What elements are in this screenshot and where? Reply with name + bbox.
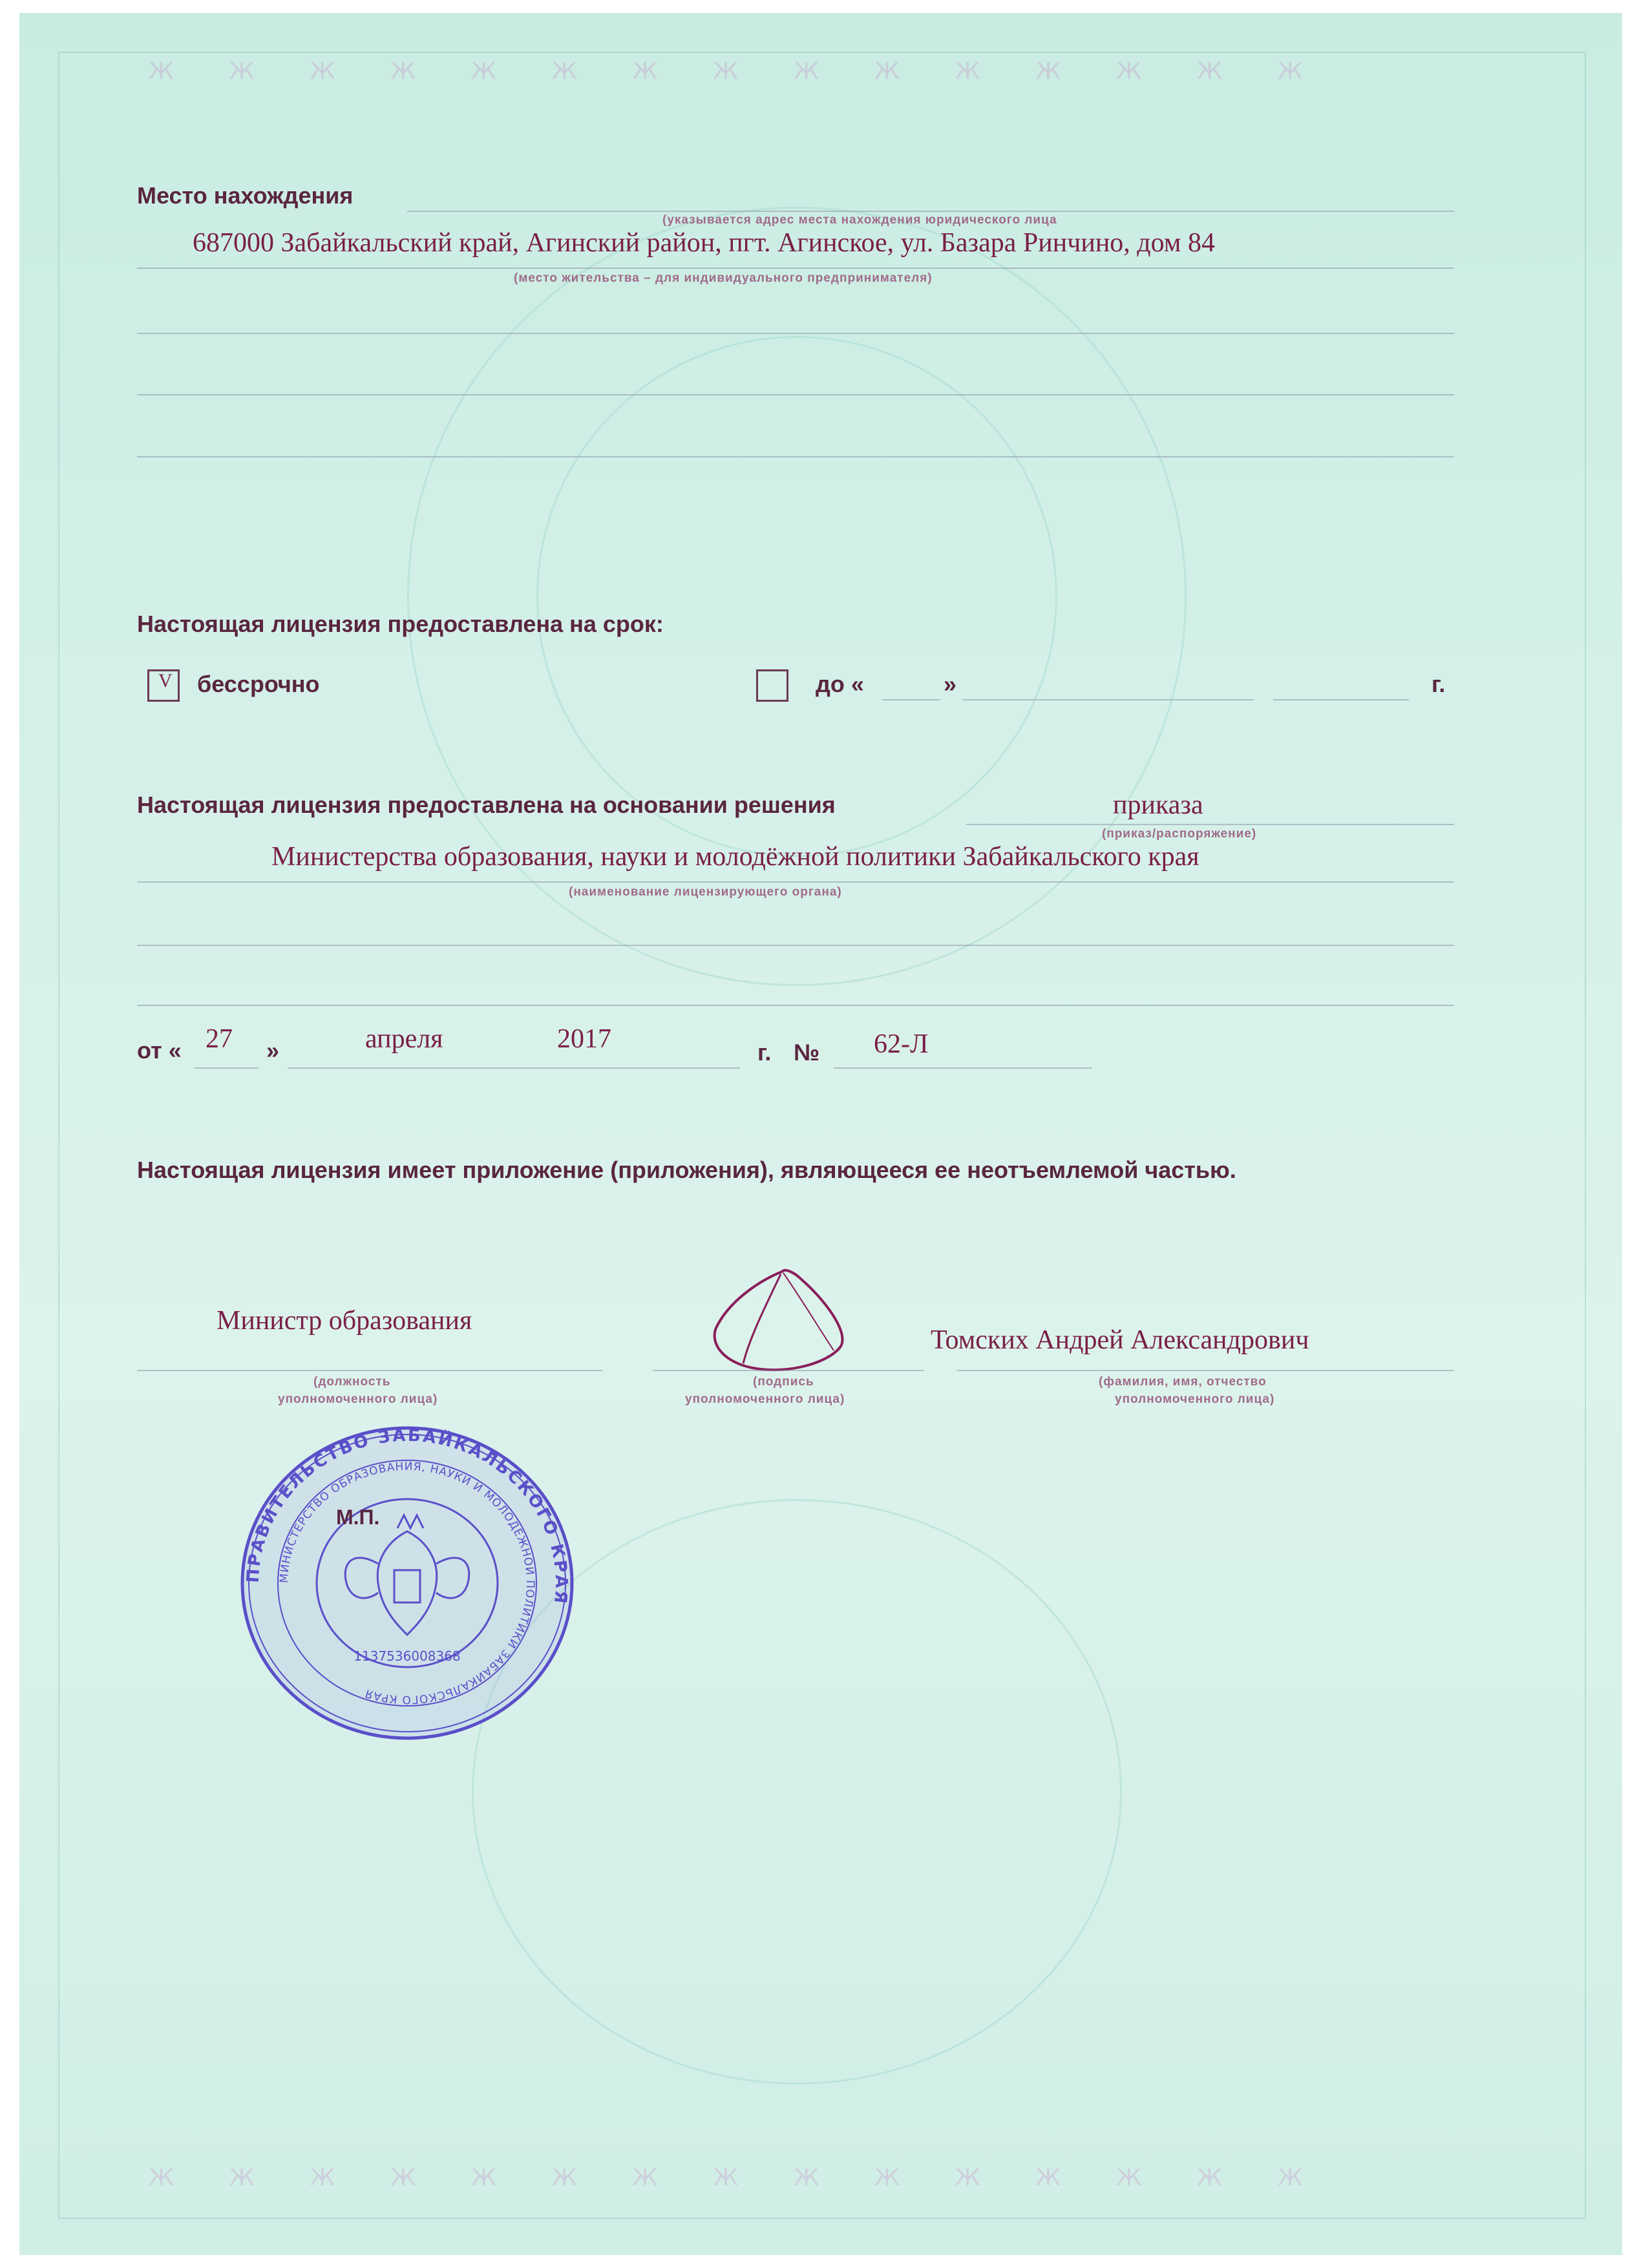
basis-line-3 xyxy=(137,1005,1454,1006)
basis-authority: Министерства образования, науки и молодёжной политики Забайкальского края xyxy=(271,842,1199,872)
stamp-place-label: М.П. xyxy=(336,1506,380,1529)
name-hint-1: (фамилия, имя, отчество xyxy=(1099,1375,1267,1389)
decision-number-line xyxy=(834,1067,1092,1069)
location-address: 687000 Забайкальский край, Агинский район, пгт. Агинское, ул. Базара Ринчино, дом 84 xyxy=(193,228,1215,258)
until-close: » xyxy=(944,671,957,697)
location-line-5 xyxy=(137,456,1454,457)
location-line-4 xyxy=(137,394,1454,395)
until-year-suffix: г. xyxy=(1431,671,1446,697)
indefinite-label: бессрочно xyxy=(197,671,320,697)
basis-authority-line xyxy=(137,881,1454,883)
basis-line-2 xyxy=(137,945,1454,946)
svg-text:МИНИСТЕРСТВО ОБРАЗОВАНИЯ, НАУК: МИНИСТЕРСТВО ОБРАЗОВАНИЯ, НАУКИ И МОЛОДЕЖНОЙ ПОЛИТИКИ ЗАБАЙКАЛЬСКОГО КРАЯ xyxy=(277,1460,537,1706)
signature-line xyxy=(653,1370,924,1371)
signature-hint-2: уполномоченного лица) xyxy=(685,1392,845,1406)
basis-doc-type-hint: (приказ/распоряжение) xyxy=(1102,827,1257,841)
decision-number-label: № xyxy=(794,1039,820,1066)
location-line-1 xyxy=(407,211,1454,212)
signatory-name: Томских Андрей Александрович xyxy=(931,1325,1309,1355)
position-hint-1: (должность xyxy=(313,1375,391,1389)
basis-type-line xyxy=(966,824,1454,825)
decision-day-line xyxy=(194,1067,259,1069)
location-line-2 xyxy=(137,268,1454,269)
location-label: Место нахождения xyxy=(137,182,354,209)
decision-day-close: » xyxy=(266,1037,280,1064)
until-label: до « xyxy=(816,671,864,697)
decision-day: 27 xyxy=(206,1024,233,1054)
signature-mark xyxy=(704,1266,853,1376)
location-hint-individual: (место жительства – для индивидуального предпринимателя) xyxy=(514,271,933,285)
until-year-line xyxy=(1273,699,1409,700)
signatory-position: Министр образования xyxy=(217,1306,472,1336)
basis-doc-type: приказа xyxy=(1113,790,1203,820)
name-hint-2: уполномоченного лица) xyxy=(1115,1392,1275,1406)
decision-year: 2017 xyxy=(557,1024,611,1054)
term-heading: Настоящая лицензия предоставлена на срок: xyxy=(137,611,664,637)
position-hint-2: уполномоченного лица) xyxy=(278,1392,438,1406)
license-sheet xyxy=(19,13,1622,2255)
svg-text:1137536008368: 1137536008368 xyxy=(354,1648,461,1664)
decision-month: апреля xyxy=(365,1024,443,1054)
official-seal xyxy=(233,1422,582,1745)
decision-year-suffix: г. xyxy=(757,1039,772,1066)
indefinite-checkbox[interactable] xyxy=(147,669,180,702)
position-line xyxy=(137,1370,602,1371)
until-month-line xyxy=(963,699,1254,700)
location-hint-legal: (указывается адрес места нахождения юридического лица xyxy=(662,213,1057,227)
signature-hint-1: (подпись xyxy=(753,1375,814,1389)
indefinite-check-mark: V xyxy=(158,670,173,691)
basis-heading: Настоящая лицензия предоставлена на основании решения xyxy=(137,792,836,818)
name-line xyxy=(956,1370,1454,1371)
decision-from-label: от « xyxy=(137,1037,182,1064)
until-day-line xyxy=(882,699,940,700)
appendix-note: Настоящая лицензия имеет приложение (приложения), являющееся ее неотъемлемой частью. xyxy=(137,1157,1236,1183)
decision-number: 62-Л xyxy=(874,1029,929,1059)
svg-text:ПРАВИТЕЛЬСТВО ЗАБАЙКАЛЬСКОГО К: ПРАВИТЕЛЬСТВО ЗАБАЙКАЛЬСКОГО КРАЯ xyxy=(243,1425,571,1606)
border-pattern-bottom: ЖЖЖЖЖЖЖЖЖЖЖЖЖЖЖ xyxy=(149,2165,1358,2191)
location-line-3 xyxy=(137,333,1454,334)
basis-authority-hint: (наименование лицензирующего органа) xyxy=(569,885,842,899)
watermark-rosette-inner xyxy=(536,336,1057,857)
border-pattern-top: ЖЖЖЖЖЖЖЖЖЖЖЖЖЖЖ xyxy=(149,58,1358,85)
until-checkbox[interactable] xyxy=(756,669,788,702)
decision-date-line xyxy=(288,1067,740,1069)
